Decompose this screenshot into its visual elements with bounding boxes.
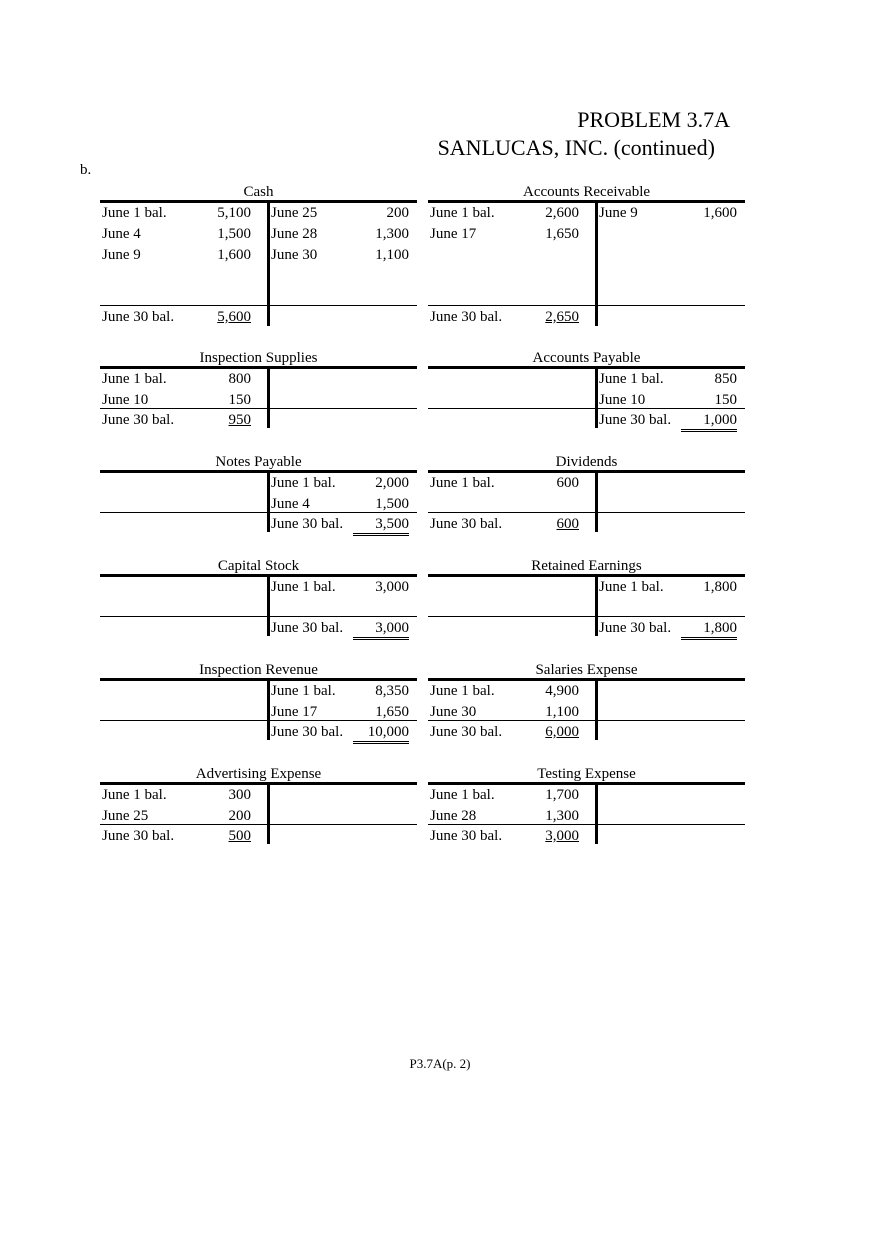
balance-label: June 30 bal.	[599, 412, 672, 428]
entry-label: June 30	[430, 704, 477, 720]
entry-amount: 300	[228, 787, 251, 803]
entry-amount: 5,100	[217, 205, 251, 221]
account-title: Capital Stock	[217, 558, 300, 574]
account-top-rule	[428, 366, 745, 369]
account-divider	[267, 782, 270, 844]
entry-label: June 1 bal.	[102, 787, 167, 803]
entry-amount: 8,350	[375, 683, 409, 699]
t-account	[428, 766, 745, 932]
account-title: Cash	[243, 184, 274, 200]
balance-amount: 2,650	[545, 309, 579, 325]
balance-label: June 30 bal.	[102, 309, 175, 325]
entry-amount: 2,600	[545, 205, 579, 221]
t-account	[428, 184, 745, 350]
entry-label: June 1 bal.	[102, 205, 167, 221]
entry-amount: 4,900	[545, 683, 579, 699]
account-title: Testing Expense	[537, 766, 636, 782]
entry-amount: 200	[228, 808, 251, 824]
problem-title: PROBLEM 3.7A	[577, 107, 730, 132]
account-divider	[595, 366, 598, 428]
entry-label: June 25	[102, 808, 149, 824]
entry-label: June 1 bal.	[430, 683, 495, 699]
entry-label: June 1 bal.	[430, 205, 495, 221]
entry-amount: 2,000	[375, 475, 409, 491]
balance-amount: 1,800	[681, 619, 737, 640]
entry-label: June 1 bal.	[599, 579, 664, 595]
t-account	[100, 184, 417, 350]
entry-amount: 1,800	[703, 579, 737, 595]
balance-label: June 30 bal.	[430, 516, 503, 532]
account-balance-rule	[100, 305, 417, 306]
balance-label: June 30 bal.	[430, 828, 503, 844]
entry-amount: 3,000	[375, 579, 409, 595]
entry-label: June 17	[271, 704, 318, 720]
account-title: Inspection Supplies	[199, 350, 318, 366]
account-divider	[267, 678, 270, 740]
account-title: Advertising Expense	[195, 766, 322, 782]
entry-label: June 17	[430, 226, 477, 242]
entry-label: June 1 bal.	[599, 371, 664, 387]
balance-label: June 30 bal.	[102, 828, 175, 844]
entry-label: June 28	[430, 808, 477, 824]
entry-label: June 10	[102, 392, 149, 408]
account-divider	[595, 574, 598, 636]
entry-amount: 1,700	[545, 787, 579, 803]
entry-amount: 1,300	[545, 808, 579, 824]
account-title: Notes Payable	[215, 454, 302, 470]
entry-amount: 600	[556, 475, 579, 491]
account-title: Accounts Payable	[532, 350, 641, 366]
account-title: Accounts Receivable	[522, 184, 651, 200]
balance-amount: 1,000	[681, 411, 737, 432]
entry-label: June 1 bal.	[271, 683, 336, 699]
account-divider	[267, 574, 270, 636]
account-title: Inspection Revenue	[199, 662, 318, 678]
page-footer: P3.7A(p. 2)	[409, 1056, 471, 1071]
entry-amount: 150	[228, 392, 251, 408]
entry-amount: 1,600	[217, 247, 251, 263]
entry-amount: 1,650	[545, 226, 579, 242]
entry-amount: 1,500	[375, 496, 409, 512]
account-top-rule	[428, 470, 745, 473]
balance-label: June 30 bal.	[271, 620, 344, 636]
entry-label: June 4	[271, 496, 310, 512]
entry-amount: 1,600	[703, 205, 737, 221]
account-divider	[595, 782, 598, 844]
entry-amount: 800	[228, 371, 251, 387]
entry-amount: 1,650	[375, 704, 409, 720]
entry-label: June 1 bal.	[430, 787, 495, 803]
account-divider	[267, 366, 270, 428]
account-top-rule	[100, 782, 417, 785]
account-top-rule	[100, 574, 417, 577]
account-top-rule	[428, 574, 745, 577]
account-top-rule	[428, 200, 745, 203]
balance-amount: 600	[556, 516, 579, 532]
account-divider	[267, 470, 270, 532]
entry-amount: 150	[714, 392, 737, 408]
account-top-rule	[100, 366, 417, 369]
entry-label: June 1 bal.	[271, 579, 336, 595]
account-top-rule	[428, 678, 745, 681]
entry-amount: 1,100	[545, 704, 579, 720]
entry-label: June 1 bal.	[430, 475, 495, 491]
balance-amount: 6,000	[545, 724, 579, 740]
account-title: Dividends	[555, 454, 618, 470]
entry-label: June 9	[102, 247, 141, 263]
balance-amount: 10,000	[353, 723, 409, 744]
balance-amount: 3,000	[545, 828, 579, 844]
account-divider	[595, 678, 598, 740]
balance-label: June 30 bal.	[430, 309, 503, 325]
entry-label: June 10	[599, 392, 646, 408]
entry-label: June 25	[271, 205, 318, 221]
balance-amount: 950	[228, 412, 251, 428]
account-balance-rule	[428, 305, 745, 306]
account-balance-rule	[100, 616, 417, 617]
entry-amount: 200	[386, 205, 409, 221]
entry-amount: 1,500	[217, 226, 251, 242]
account-divider	[595, 200, 598, 326]
balance-label: June 30 bal.	[430, 724, 503, 740]
balance-amount: 5,600	[217, 309, 251, 325]
entry-label: June 28	[271, 226, 318, 242]
account-title: Retained Earnings	[531, 558, 642, 574]
balance-amount: 500	[228, 828, 251, 844]
balance-label: June 30 bal.	[271, 724, 344, 740]
entry-amount: 1,100	[375, 247, 409, 263]
t-account	[100, 766, 417, 932]
entry-amount: 1,300	[375, 226, 409, 242]
entry-label: June 30	[271, 247, 318, 263]
entry-amount: 850	[714, 371, 737, 387]
account-top-rule	[100, 470, 417, 473]
account-top-rule	[100, 200, 417, 203]
account-balance-rule	[428, 512, 745, 513]
balance-label: June 30 bal.	[271, 516, 344, 532]
account-title: Salaries Expense	[535, 662, 638, 678]
account-top-rule	[100, 678, 417, 681]
balance-label: June 30 bal.	[599, 620, 672, 636]
entry-label: June 1 bal.	[271, 475, 336, 491]
account-top-rule	[428, 782, 745, 785]
balance-amount: 3,500	[353, 515, 409, 536]
part-label: b.	[80, 162, 92, 178]
entry-label: June 4	[102, 226, 141, 242]
account-balance-rule	[428, 616, 745, 617]
entry-label: June 1 bal.	[102, 371, 167, 387]
account-divider	[267, 200, 270, 326]
entry-label: June 9	[599, 205, 638, 221]
balance-label: June 30 bal.	[102, 412, 175, 428]
balance-amount: 3,000	[353, 619, 409, 640]
company-title: SANLUCAS, INC. (continued)	[437, 135, 715, 160]
account-divider	[595, 470, 598, 532]
